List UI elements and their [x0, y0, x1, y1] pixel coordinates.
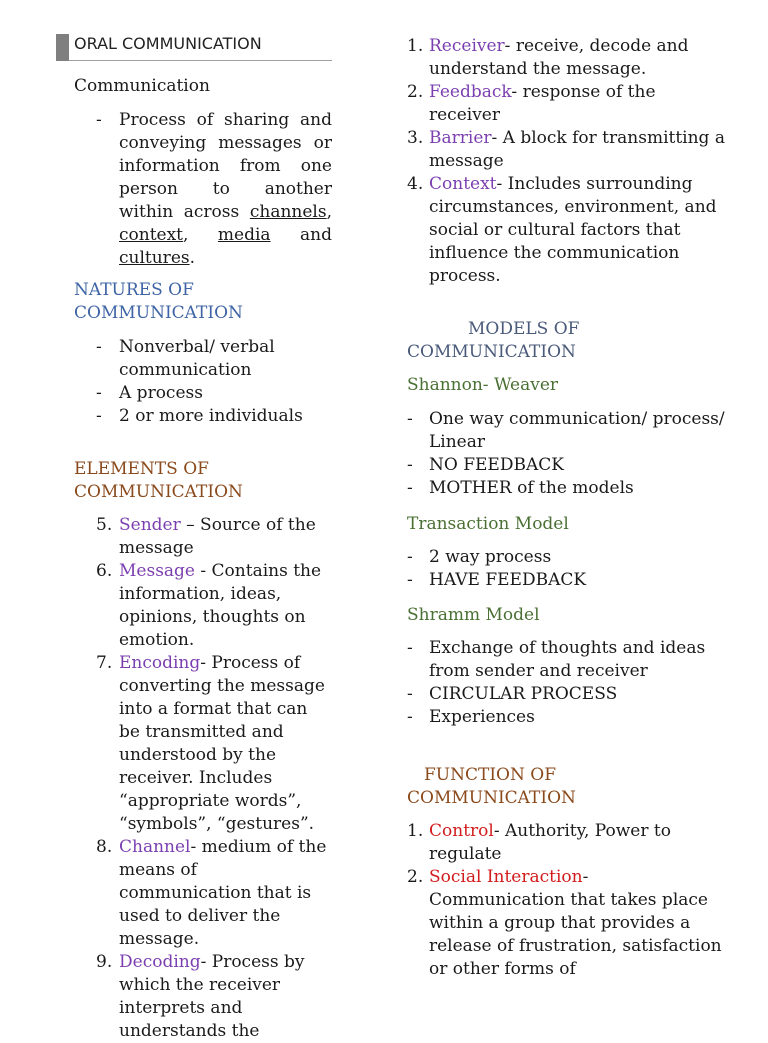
transaction-model-list [407, 546, 725, 592]
shannon-weaver-title: Shannon- Weaver [407, 375, 559, 395]
communication-heading: Communication [74, 76, 210, 96]
shramm-model-list [407, 637, 725, 729]
list-item: - Nonverbal/ verbal communication [74, 336, 332, 382]
list-item: 2. Feedback- response of the receiver [407, 82, 656, 125]
channels-term: channels [249, 202, 327, 222]
elements-list [74, 514, 332, 1043]
shramm-model-title: Shramm Model [407, 605, 540, 625]
list-item: - Experiences [407, 706, 725, 729]
list-item: - HAVE FEEDBACK [407, 569, 725, 592]
list-item: - Exchange of thoughts and ideas from sender and receiver [407, 637, 725, 683]
function-heading: FUNCTION OF COMMUNICATION [407, 765, 576, 808]
list-item: - MOTHER of the models [407, 477, 725, 500]
list-item: 4. Context- Includes surrounding circumstances, environment, and social or cultural factors that influence the communication process. [407, 174, 717, 286]
list-item: 1. Receiver- receive, decode and understand the message. [407, 36, 689, 79]
list-item: 2. Social Interaction- Communication that takes place within a group that provides a release of frustration, satisfaction or other forms of [407, 867, 722, 979]
context-term: context [119, 225, 184, 245]
cultures-term: cultures [119, 248, 190, 268]
list-item: - One way communication/ process/ Linear [407, 408, 725, 454]
list-item: - A process [74, 382, 332, 405]
natures-list [74, 336, 332, 428]
title-marker [56, 34, 69, 61]
shannon-weaver-list [407, 408, 725, 500]
media-term: media [217, 225, 271, 245]
list-item: 6. Message - Contains the information, ideas, opinions, thoughts on emotion. [96, 561, 322, 650]
list-item: 9. Decoding- Process by which the receiver interprets and understands the [96, 952, 305, 1041]
communication-definition-list [74, 109, 332, 270]
document-title-bar [56, 34, 332, 61]
elements-heading: ELEMENTS OF COMMUNICATION [74, 459, 243, 502]
list-item: 3. Barrier- A block for transmitting a message [407, 128, 725, 171]
list-item: - 2 or more individuals [74, 405, 332, 428]
communication-definition: - Process of sharing and conveying messages or information from one person to another within across channels, context, media and cultures. [74, 109, 332, 270]
list-item: 5. Sender – Source of the message [96, 515, 316, 558]
list-item: - NO FEEDBACK [407, 454, 725, 477]
list-item: - CIRCULAR PROCESS [407, 683, 725, 706]
document-title: ORAL COMMUNICATION [74, 34, 262, 53]
list-item: 7. Encoding- Process of converting the message into a format that can be transmitted and understood by the receiver. Includes “appropriate words”, “symbols”, “gestures”. [96, 653, 325, 834]
elements-list-continued [407, 35, 725, 288]
list-item: 1. Control- Authority, Power to regulate [407, 821, 671, 864]
models-heading: MODELS OF COMMUNICATION [407, 319, 580, 362]
list-item: - 2 way process [407, 546, 725, 569]
function-list [407, 820, 725, 981]
natures-heading: NATURES OF COMMUNICATION [74, 280, 243, 323]
list-item: 8. Channel- medium of the means of communication that is used to deliver the message. [96, 837, 327, 949]
transaction-model-title: Transaction Model [407, 514, 569, 534]
